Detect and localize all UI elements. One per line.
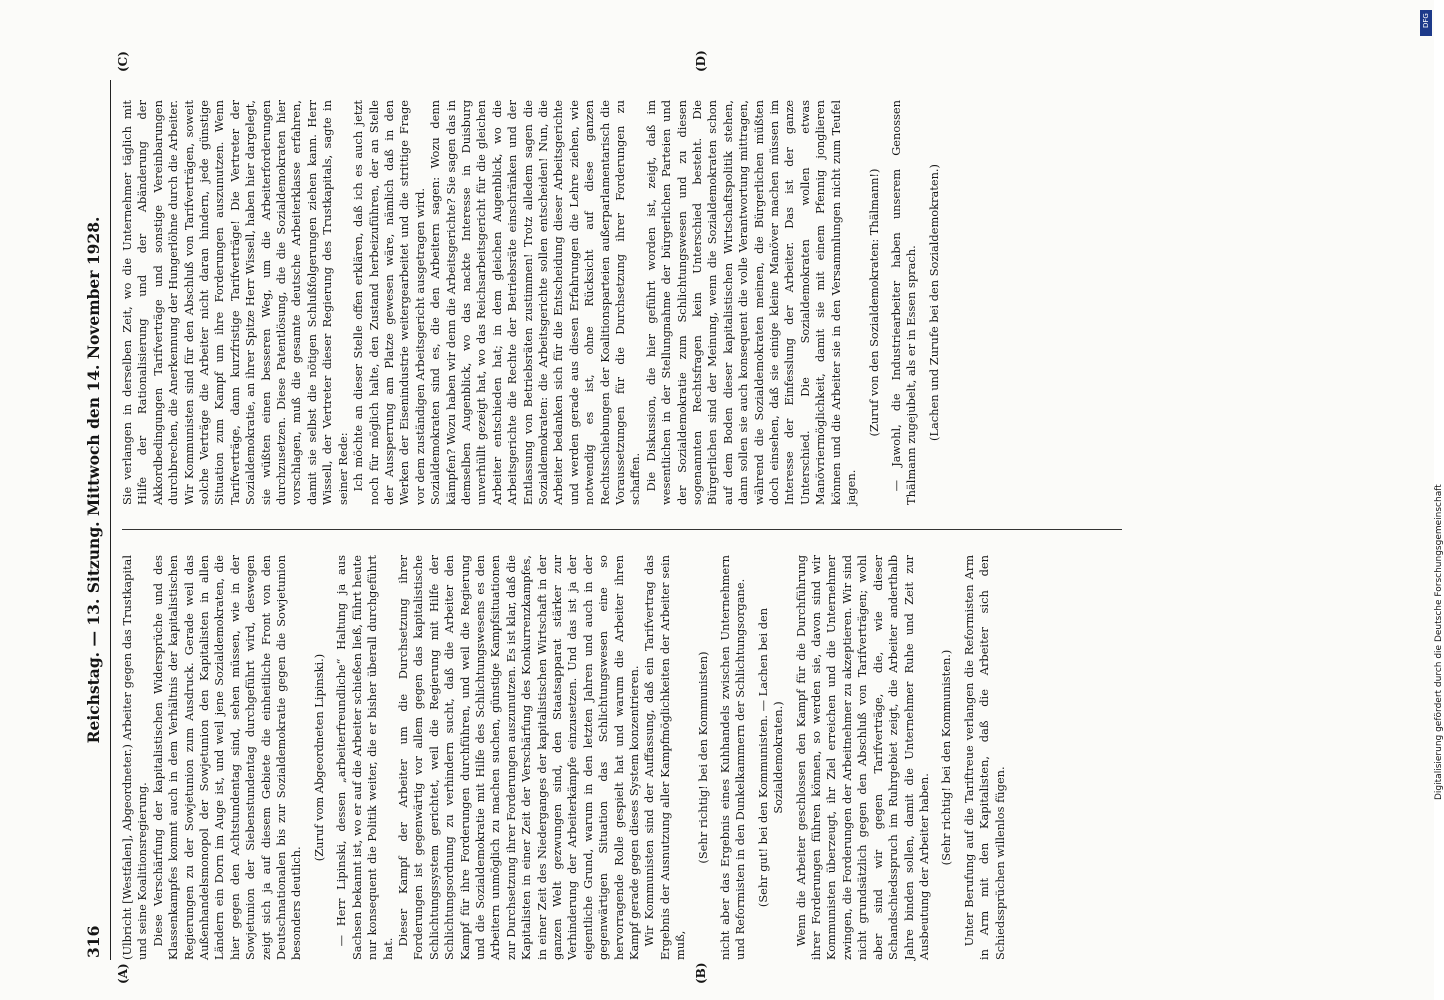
margin-marker-c: (C) xyxy=(116,51,130,72)
paragraph: — Jawohl, die Industriearbeiter haben unserem Genossen Thälmann zugejubelt, als er in Essen sprach. xyxy=(888,100,919,505)
interjection: (Sehr richtig! bei den Kommunisten.) xyxy=(939,649,954,866)
credit-text: Digitalisierung gefördert durch die Deutsche Forschungsgemeinschaft xyxy=(1434,484,1444,800)
paragraph: — Herr Lipinski, dessen „arbeiterfreundliche“ Haltung ja aus Sachsen bekannt ist, wo er auf die Arbeiter schießen ließ, führt heute nur konsequent die Politik weiter, die er bisher überall durchgeführt hat. xyxy=(334,555,395,960)
margin-marker-a: (A) xyxy=(116,963,130,984)
page-header xyxy=(82,80,108,960)
rotated-page-content xyxy=(82,50,1212,984)
paragraph: Wir Kommunisten sind der Auffassung, daß ein Tarifvertrag das Ergebnis der Ausnutzung aller Kampfmöglichkeiten der Arbeiter sein muß, xyxy=(642,555,688,960)
quotation: Ich möchte an dieser Stelle offen erklären, daß ich es auch jetzt noch für möglich halte, den Zustand herbeizuführen, der an Stelle der Aussperrung am Platze gewesen wäre, nämlich daß in den Werken der Eisenindustrie weitergearbeitet und die strittige Frage vor dem zuständigen Arbeitsgericht ausgetragen wird. xyxy=(351,100,427,505)
paragraph: Dieser Kampf der Arbeiter um die Durchsetzung ihrer Forderungen ist gegenwärtig vor allem gegen das kapitalistische Schlichtungssystem gerichtet, weil die Regierung mit Hilfe der Schlichtungsordnung zu verhindern sucht, daß die Arbeiter den Kampf für ihre Forderungen durchführen, und weil die Regierung und die Sozialdemokratie mit Hilfe des Schlichtungswesens es den Arbeitern unmöglich zu machen suchen, günstige Kampfsituationen zur Durchsetzung ihrer Forderungen auszunutzen. Es ist klar, daß die Kapitalisten in einer Zeit der Verschärfung des Konkurrenzkampfes, in einer Zeit des Niederganges der kapitalistischen Wirtschaft in der ganzen Welt gezwungen sind, den Staatsapparat stärker zur Verhinderung der Arbeiterkämpfe einzusetzen. Und das ist ja der eigentliche Grund, warum in den letzten Jahren und auch in der gegenwärtigen Situation das Schlichtungswesen eine so hervorragende Rolle gespielt hat und warum die Arbeiter ihren Kampf gerade gegen dieses System konzentrieren. xyxy=(395,555,641,960)
dfg-logo: DFG xyxy=(1420,10,1432,36)
page-number: 316 xyxy=(84,925,103,958)
left-text-column xyxy=(120,555,1007,960)
margin-marker-b: (B) xyxy=(694,962,708,984)
column-divider xyxy=(122,529,1122,530)
paragraph: Sie verlangen in derselben Zeit, wo die Unternehmer täglich mit Hilfe der Rationalisierung und der Abänderung der Akkordbedingungen Tarifverträge und sonstige Vereinbarungen durchbrechen, die Anerkennung der Hungerlöhne durch die Arbeiter. Wir Kommunisten sind für den Abschluß von Tarifverträgen, soweit solche Verträge die Arbeiter nicht daran hindern, jede günstige Situation zum Kampf um ihre Forderungen auszunutzen. Wenn Tarifverträge, dann kurzfristige Tarifverträge! Die Vertreter der Sozialdemokratie, an ihrer Spitze Herr Wissell, haben hier dargelegt, sie wüßten einen besseren Weg, um die Arbeiterforderungen durchzusetzen. Diese Patentlösung, die die Sozialdemokraten hier vorschlagen, muß die gesamte deutsche Arbeiterklasse erfahren, damit sie selbst die nötigen Schlußfolgerungen ziehen kann. Herr Wissell, der Vertreter dieser Regierung des Trustkapitals, sagte in seiner Rede: xyxy=(120,100,350,505)
paragraph: Wenn die Arbeiter geschlossen den Kampf für die Durchführung ihrer Forderungen führen können, so werden sie, davon sind wir Kommunisten überzeugt, ihr Ziel erreichen und die Unternehmer zwingen, die Forderungen der Arbeitnehmer zu akzeptieren. Wir sind nicht grundsätzlich gegen den Abschluß von Tarifverträgen; wohl aber sind wir gegen Tarifverträge, die, wie dieser Schandschiedsspruch im Ruhrgebiet zeigt, die Arbeiter anderthalb Jahre binden sollen, damit die Unternehmer Ruhe und Zeit zur Ausbeutung der Arbeiter haben. xyxy=(793,555,931,960)
paragraph: Diese Verschärfung der kapitalistischen Widersprüche und des Klassenkampfes kommt auch in dem Verhältnis der kapitalistischen Regierungen zu der Sowjetunion zum Ausdruck. Gerade weil das Außenhandelsmonopol der Sowjetunion den Kapitalisten in allen Ländern ein Dorn im Auge ist, und weil jene Sozialdemokraten, die hier gegen den Achtstundentag sind, sehen müssen, wie in der Sowjetunion der Siebenstundentag durchgeführt wird, deswegen zeigt sich ja auf diesem Gebiete die einheitliche Front von den Deutschnationalen bis zur Sozialdemokratie gegen die Sowjetunion besonders deutlich. xyxy=(150,555,304,960)
paragraph: nicht aber das Ergebnis eines Kuhhandels zwischen Unternehmern und Reformisten in den Dunkelkammern der Schlichtungsorgane. xyxy=(718,555,748,960)
running-title: Reichstag. — 13. Sitzung. Mittwoch den 14. November 1928. xyxy=(84,216,103,744)
right-text-column xyxy=(120,100,941,505)
digitization-credit xyxy=(1420,10,1444,810)
interjection: (Zuruf vom Abgeordneten Lipinski.) xyxy=(311,653,326,862)
header-rule xyxy=(110,80,111,960)
interjection: (Sehr gut! bei den Kommunisten. — Lachen bei den Sozialdemokraten.) xyxy=(755,607,786,908)
interjection: (Zuruf von den Sozialdemokraten: Thälmann!) xyxy=(866,168,881,437)
paragraph: Sozialdemokraten sind es, die den Arbeitern sagen: Wozu denn kämpfen? Wozu haben wir denn die Arbeitsgerichte? Sie sagen das in demselben Augenblick, wo das nackte Interesse in Duisburg unverhüllt gezeigt hat, wo das Reichsarbeitsgericht für die gleichen Arbeiter entschieden hat; in dem gleichen Augenblick, wo die Arbeitsgerichte die Rechte der Betriebsräte einschränken und der Entlassung von Betriebsräten zustimmen! Trotz alledem sagen die Sozialdemokraten: die Arbeitsgerichte sollen entscheiden! Nun, die Arbeiter bedanken sich für die Entscheidung dieser Arbeitsgerichte und werden gerade aus diesen Erfahrungen die Lehre ziehen, wie notwendig es ist, ohne Rücksicht auf diese ganzen Rechtsschiebungen der Koalitionsparteien außerparlamentarisch die Voraussetzungen für die Durchsetzung ihrer Forderungen zu schaffen. xyxy=(428,100,643,505)
interjection: (Lachen und Zurufe bei den Sozialdemokraten.) xyxy=(926,164,941,441)
interjection: (Sehr richtig! bei den Kommunisten) xyxy=(695,651,710,864)
paragraph: (Ulbricht [Westfalen], Abgeordneter.) Arbeiter gegen das Trustkapital und seine Koalitionsregierung. xyxy=(120,555,150,960)
paragraph: Unter Berufung auf die Tariftreue verlangen die Reformisten Arm in Arm mit den Kapitalisten, daß die Arbeiter sich den Schiedssprüchen willenlos fügen. xyxy=(961,555,1007,960)
margin-marker-d: (D) xyxy=(694,50,708,72)
paragraph: Die Diskussion, die hier geführt worden ist, zeigt, daß im wesentlichen in der Stellungnahme der bürgerlichen Parteien und der Sozialdemokratie zum Schlichtungswesen und zu diesen sogenannten Rechtsfragen kein Unterschied besteht. Die Bürgerlichen sind der Meinung, wenn die Sozialdemokraten schon auf dem Boden dieser kapitalistischen Wirtschaftspolitik stehen, dann sollen sie auch konsequent die volle Verantwortung mittragen, während die Sozialdemokraten meinen, die Bürgerlichen müßten doch einsehen, daß sie einige kleine Manöver machen müssen im Interesse der Einfesslung der Arbeiter. Das ist der ganze Unterschied. Die Sozialdemokraten wollen etwas Manövriermöglichkeit, damit sie mit einem Pfennig jonglieren können und die Arbeiter sie in den Versammlungen nicht zum Teufel jagen. xyxy=(643,100,859,505)
